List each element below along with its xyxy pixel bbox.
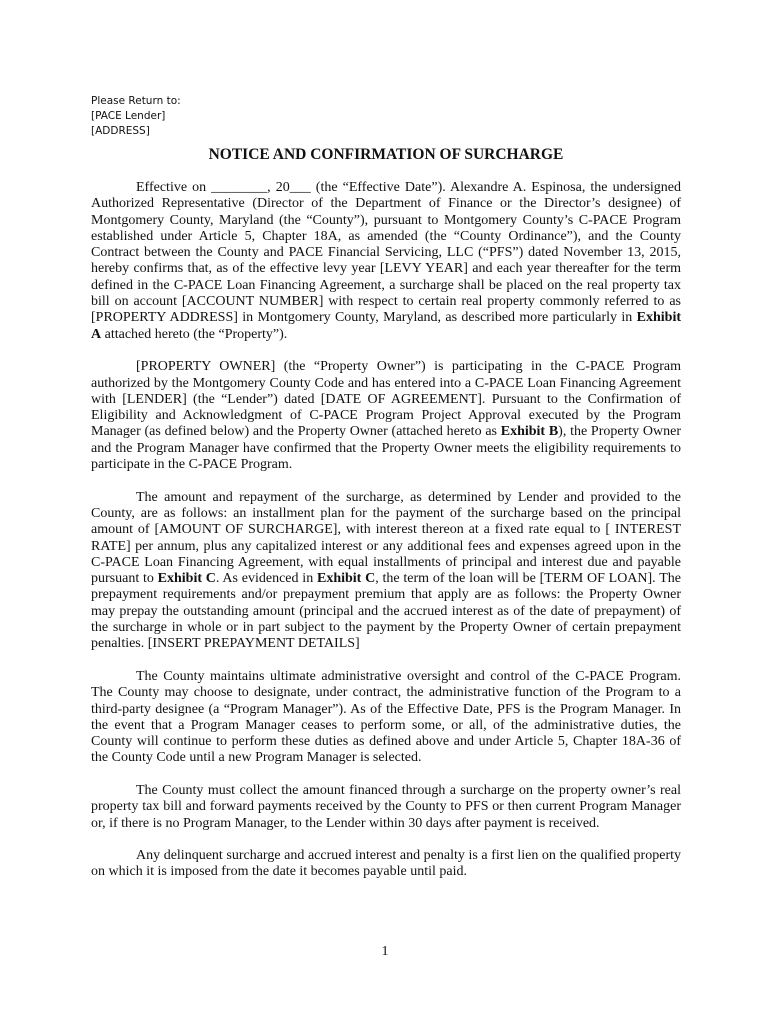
document-body (91, 180, 681, 881)
document-title: NOTICE AND CONFIRMATION OF SURCHARGE (208, 146, 564, 163)
exhibit-a-reference: Exhibit A (91, 310, 681, 342)
paragraph-text: . As evidenced in (215, 571, 317, 587)
address-placeholder: [ADDRESS] (91, 125, 150, 137)
paragraph-property-owner (91, 359, 681, 473)
paragraph-text: [PROPERTY OWNER] (the “Property Owner”) is participating in the C-PACE Program authorized by the Montgomery County Code and has entered into a C-PACE Loan Financing Agreement with [LENDER] (the “Lender”) dated [DATE OF AGREEMENT]. Pursuant to the Confirmation of Eligibility and Acknowledgment of C-PACE Program Project Approval executed by the Program Manager (as defined below) and the Property Owner (attached hereto as (91, 359, 681, 440)
paragraph-text: attached hereto (the “Property”). (101, 326, 288, 342)
paragraph-text: Effective on ________, 20___ (the “Effective Date”). Alexandre A. Espinosa, the undersigned Authorized Representative (Director of the Department of Finance or the Director’s designee) of Montgomery County, Maryland (the “County”), pursuant to Montgomery County’s C-PACE Program established under Article 5, Chapter 18A, as amended (the “County Ordinance”), and the County Contract between the County and PACE Financial Servicing, LLC (“PFS”) dated November 13, 2015, hereby confirms that, as of the effective levy year [LEVY YEAR] and each year thereafter for the term defined in the C-PACE Loan Financing Agreement, a surcharge shall be placed on the real property tax bill on account [ACCOUNT NUMBER] with respect to certain real property commonly referred to as [PROPERTY ADDRESS] in Montgomery County, Maryland, as described more particularly in (91, 180, 681, 326)
paragraph-oversight: The County maintains ultimate administrative oversight and control of the C-PACE Program. The County may choose to designate, under contract, the administrative function of the Program to a third-party designee (a “Program Manager”). As of the Effective Date, PFS is the Program Manager. In the event that a Program Manager ceases to perform some, or all, of the administrative duties, the County will continue to perform these duties as defined above and under Article 5, Chapter 18A-36 of the County Code until a new Program Manager is selected. (91, 668, 681, 766)
paragraph-collection: The County must collect the amount financed through a surcharge on the property owner’s real property tax bill and forward payments received by the County to PFS or then current Program Manager or, if there is no Program Manager, to the Lender within 30 days after payment is received. (91, 782, 681, 831)
paragraph-delinquent-lien: Any delinquent surcharge and accrued interest and penalty is a first lien on the qualified property on which it is imposed from the date it becomes payable until paid. (91, 848, 681, 880)
paragraph-text: , the term of the loan will be [TERM OF LOAN]. The prepayment requirements and/or prepayment premium that apply are as follows: the Property Owner may prepay the outstanding amount (principal and the accrued interest as of the date of prepayment) of the surcharge in whole or in part subject to the payment by the Property Owner of certain prepayment penalties. [INSERT PREPAYMENT DETAILS] (91, 571, 681, 652)
exhibit-c-reference: Exhibit C (316, 571, 376, 587)
paragraph-surcharge-amount (91, 490, 681, 653)
page-number: 1 (381, 944, 389, 959)
exhibit-c-reference: Exhibit C (157, 571, 216, 587)
exhibit-b-reference: Exhibit B (500, 424, 559, 440)
return-address-block (91, 94, 181, 139)
return-label: Please Return to: (91, 95, 181, 107)
lender-placeholder: [PACE Lender] (91, 110, 166, 122)
paragraph-effective-date (91, 180, 681, 343)
paragraph-text: The amount and repayment of the surcharge, as determined by Lender and provided to the County, are as follows: an installment plan for the payment of the surcharge based on the principal amount of [AMOUNT OF SURCHARGE], with interest thereon at a fixed rate equal to [ INTEREST RATE] per annum, plus any capitalized interest or any additional fees and expenses agreed upon in the C-PACE Loan Financing Agreement, with equal installments of principal and interest due and payable pursuant to (91, 489, 681, 587)
paragraph-text: ), the Property Owner and the Program Manager have confirmed that the Property Owner meets the eligibility requirements to participate in the C-PACE Program. (91, 424, 681, 473)
